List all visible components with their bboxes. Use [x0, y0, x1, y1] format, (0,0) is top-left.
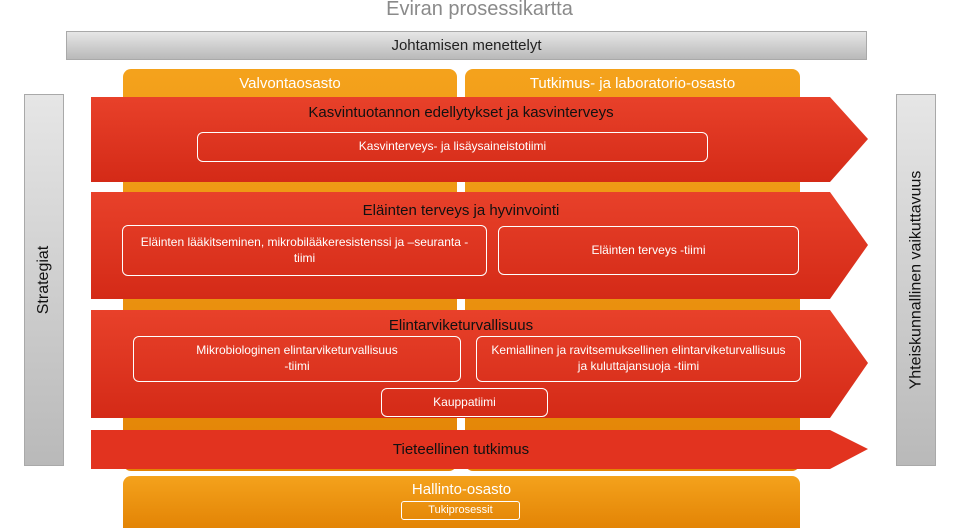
team-label-kauppatiimi: Kauppatiimi — [433, 394, 496, 409]
department-label-valvonta: Valvontaosasto — [239, 75, 341, 92]
team-box-kauppatiimi — [381, 388, 548, 417]
team-label-elainten-terveys: Eläinten terveys -tiimi — [591, 242, 706, 257]
team-box-mikrobiologinen — [133, 336, 461, 382]
team-label-mikrobiologinen: Mikrobiologinen elintarviketurvallisuus -tiimi — [196, 343, 398, 373]
team-label-laakitseminen: Eläinten lääkitseminen, mikrobilääkeresistenssi ja –seuranta -tiimi — [140, 234, 469, 265]
department-label-tutkimus: Tutkimus- ja laboratorio-osasto — [529, 75, 736, 92]
band-title-elintarviketurvallisuus: Elintarviketurvallisuus — [388, 317, 534, 334]
band-title-elainten-terveys: Eläinten terveys ja hyvinvointi — [362, 202, 560, 219]
administration-label: Hallinto-osasto — [411, 481, 512, 498]
band-title-tieteellinen-tutkimus: Tieteellinen tutkimus — [392, 441, 530, 458]
societal-impact-label: Yhteiskunnallinen vaikuttavuus — [907, 170, 924, 390]
team-label-kemiallinen: Kemiallinen ja ravitsemuksellinen elintarviketurvallisuus ja kuluttajansuoja -tiimi — [491, 343, 786, 373]
band-title-kasvintuotanto: Kasvintuotannon edellytykset ja kasvinterveys — [308, 104, 614, 121]
support-processes-box — [401, 501, 520, 520]
diagram-title: Eviran prosessikartta — [386, 0, 573, 20]
team-box-elainten-terveys — [498, 226, 799, 275]
team-box-kemiallinen — [476, 336, 801, 382]
management-bar-label: Johtamisen menettelyt — [391, 37, 542, 54]
support-processes-label: Tukiprosessit — [428, 504, 493, 517]
team-box-laakitseminen — [122, 225, 487, 276]
team-label-kasvinterveys: Kasvinterveys- ja lisäysaineistotiimi — [358, 139, 547, 154]
team-box-kasvinterveys — [197, 132, 708, 162]
strategies-label: Strategiat — [35, 245, 53, 315]
